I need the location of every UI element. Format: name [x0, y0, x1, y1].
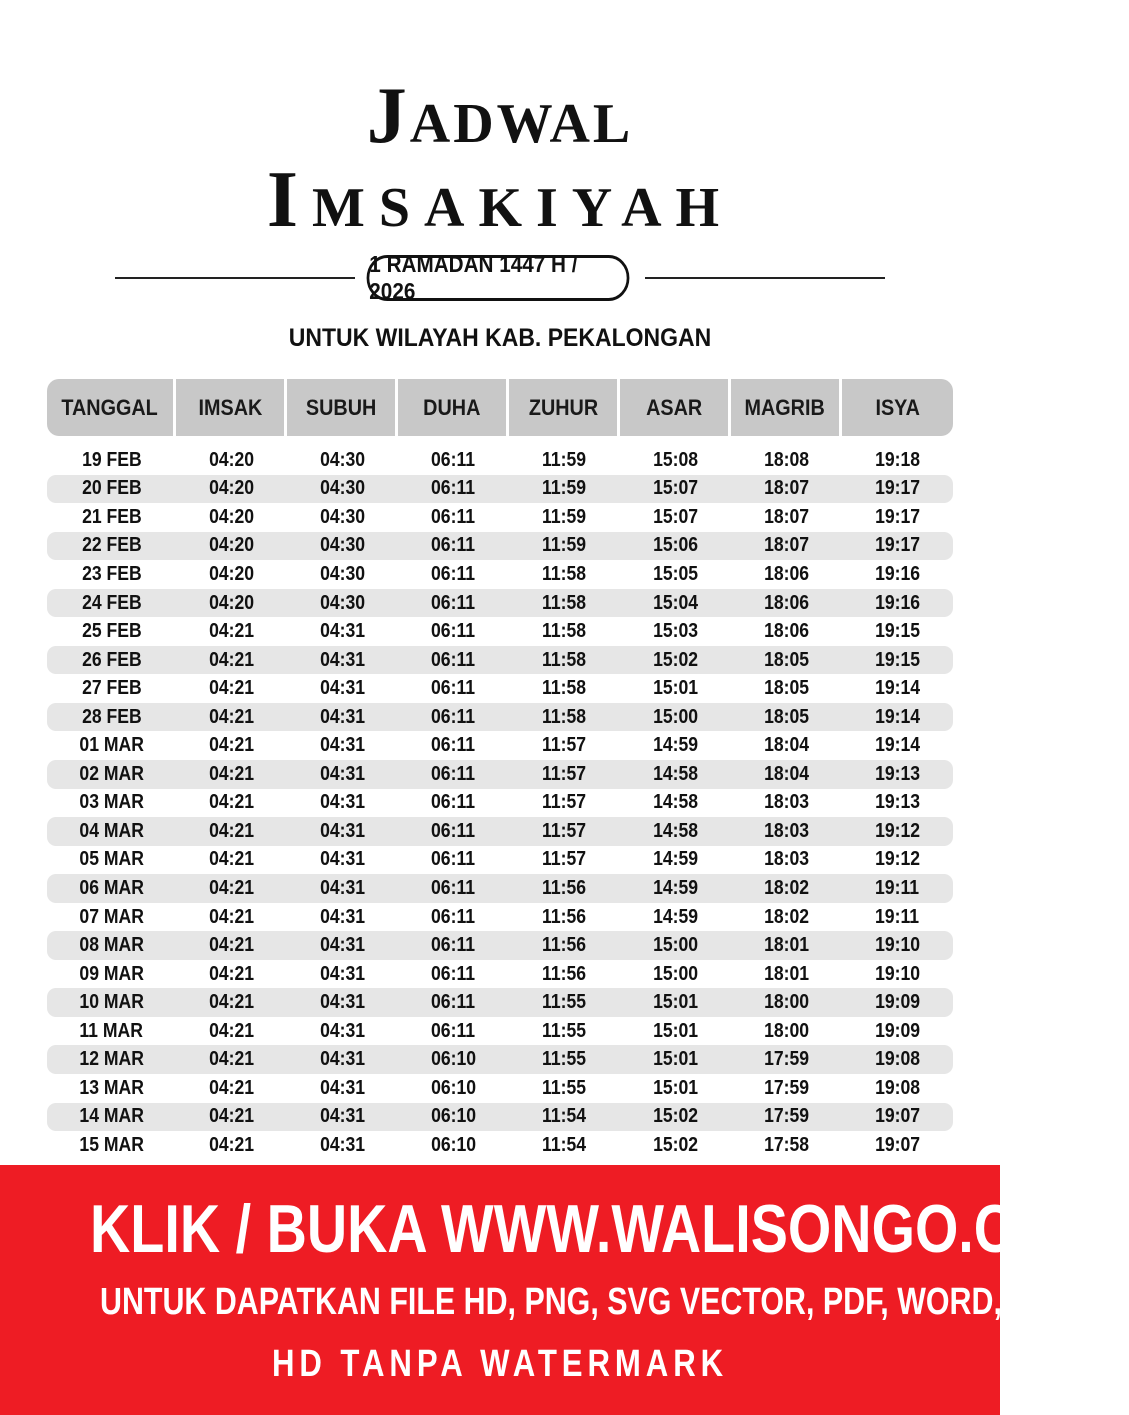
table-row	[47, 760, 953, 789]
table-row	[47, 560, 953, 589]
table-cell-duha: 06:11	[431, 762, 476, 785]
banner-subline: UNTUK DAPATKAN FILE HD, PNG, SVG VECTOR, PDF, WORD, EXCEL	[100, 1281, 1112, 1323]
table-cell-subuh: 04:31	[319, 1133, 366, 1156]
table-cell-subuh: 04:31	[319, 1076, 366, 1099]
table-cell-isya: 19:07	[874, 1133, 921, 1156]
table-cell-isya: 19:14	[874, 677, 921, 700]
table-cell-zuhur: 11:56	[542, 876, 587, 899]
header-asar: ASAR	[620, 379, 728, 436]
table-cell-duha: 06:11	[431, 534, 476, 557]
table-cell-imsak: 04:21	[208, 991, 255, 1014]
table-row	[47, 931, 953, 960]
table-cell-asar: 15:02	[652, 1133, 699, 1156]
table-header	[47, 379, 953, 436]
table-cell-asar: 15:07	[652, 505, 699, 528]
ramadan-year-label: 1 RAMADAN 1447 H / 2026	[369, 251, 578, 304]
table-cell-isya: 19:15	[874, 648, 921, 671]
table-cell-magrib: 17:59	[763, 1076, 810, 1099]
table-cell-asar: 14:59	[652, 734, 699, 757]
table-cell-duha: 06:10	[430, 1133, 477, 1156]
header-magrib: MAGRIB	[731, 379, 839, 436]
table-cell-magrib: 18:06	[763, 620, 810, 643]
table-cell-duha: 06:11	[431, 848, 476, 871]
region-label: UNTUK WILAYAH KAB. PEKALONGAN	[288, 324, 712, 352]
table-cell-tanggal: 13 MAR	[79, 1076, 144, 1099]
header-zuhur: ZUHUR	[509, 379, 617, 436]
table-cell-imsak: 04:21	[208, 791, 255, 814]
table-cell-isya: 19:09	[874, 991, 921, 1014]
table-cell-imsak: 04:20	[208, 534, 255, 557]
table-cell-imsak: 04:20	[208, 562, 255, 585]
table-cell-asar: 14:59	[652, 876, 699, 899]
table-cell-zuhur: 11:56	[542, 962, 587, 985]
table-cell-isya: 19:18	[874, 448, 921, 471]
table-cell-zuhur: 11:58	[542, 705, 587, 728]
banner-headline[interactable]: KLIK / BUKA WWW.WALISONGO.CO.ID	[90, 1191, 1129, 1267]
table-cell-duha: 06:11	[431, 962, 476, 985]
table-cell-imsak: 04:21	[208, 677, 255, 700]
table-row	[47, 674, 953, 703]
table-cell-zuhur: 11:56	[542, 934, 587, 957]
table-cell-zuhur: 11:59	[542, 448, 587, 471]
table-cell-zuhur: 11:54	[542, 1133, 587, 1156]
table-row	[47, 475, 953, 504]
table-cell-tanggal: 15 MAR	[79, 1133, 144, 1156]
table-cell-tanggal: 08 MAR	[79, 934, 144, 957]
table-cell-tanggal: 02 MAR	[79, 762, 144, 785]
table-cell-tanggal: 27 FEB	[81, 677, 142, 700]
table-cell-magrib: 18:02	[763, 876, 810, 899]
table-cell-isya: 19:07	[874, 1105, 921, 1128]
table-cell-duha: 06:11	[431, 505, 476, 528]
table-cell-subuh: 04:31	[319, 934, 366, 957]
table-cell-imsak: 04:21	[208, 762, 255, 785]
table-cell-asar: 15:01	[652, 1019, 699, 1042]
table-cell-duha: 06:11	[431, 819, 476, 842]
table-cell-duha: 06:11	[431, 562, 476, 585]
table-cell-asar: 15:00	[652, 962, 699, 985]
table-cell-zuhur: 11:55	[542, 1076, 587, 1099]
table-cell-imsak: 04:21	[208, 848, 255, 871]
table-cell-tanggal: 25 FEB	[81, 620, 142, 643]
table-row	[47, 903, 953, 932]
table-cell-isya: 19:08	[874, 1076, 921, 1099]
table-cell-asar: 14:58	[652, 819, 699, 842]
table-cell-tanggal: 05 MAR	[79, 848, 144, 871]
table-cell-tanggal: 21 FEB	[81, 505, 142, 528]
table-cell-imsak: 04:20	[208, 448, 255, 471]
table-cell-duha: 06:11	[431, 591, 476, 614]
table-cell-imsak: 04:20	[208, 591, 255, 614]
table-cell-isya: 19:14	[874, 705, 921, 728]
table-cell-isya: 19:12	[874, 819, 921, 842]
table-cell-tanggal: 11 MAR	[79, 1019, 144, 1042]
table-cell-magrib: 18:08	[763, 448, 810, 471]
table-cell-imsak: 04:20	[208, 477, 255, 500]
table-cell-magrib: 18:00	[763, 991, 810, 1014]
table-cell-asar: 15:08	[652, 448, 699, 471]
table-cell-magrib: 18:01	[763, 962, 810, 985]
table-cell-subuh: 04:31	[319, 677, 366, 700]
header-isya: ISYA	[842, 379, 953, 436]
table-cell-isya: 19:16	[874, 591, 921, 614]
table-cell-tanggal: 12 MAR	[79, 1048, 144, 1071]
table-cell-asar: 15:02	[652, 1105, 699, 1128]
table-row	[47, 1074, 953, 1103]
table-cell-subuh: 04:31	[319, 848, 366, 871]
table-cell-isya: 19:16	[874, 562, 921, 585]
promo-banner	[0, 1165, 1129, 1415]
table-cell-duha: 06:11	[431, 791, 476, 814]
table-cell-magrib: 18:05	[763, 677, 810, 700]
table-cell-tanggal: 07 MAR	[79, 905, 144, 928]
table-cell-asar: 15:05	[652, 562, 699, 585]
table-row	[47, 503, 953, 532]
table-row	[47, 731, 953, 760]
table-cell-asar: 15:01	[652, 991, 699, 1014]
table-cell-tanggal: 06 MAR	[79, 876, 144, 899]
table-cell-subuh: 04:30	[319, 477, 366, 500]
table-cell-isya: 19:11	[875, 876, 920, 899]
table-cell-zuhur: 11:58	[542, 591, 587, 614]
table-cell-asar: 15:04	[652, 591, 699, 614]
table-row	[47, 1045, 953, 1074]
table-cell-magrib: 18:02	[763, 905, 810, 928]
header-duha: DUHA	[398, 379, 506, 436]
divider-right	[645, 277, 885, 279]
table-row	[47, 617, 953, 646]
table-cell-magrib: 18:05	[763, 705, 810, 728]
table-cell-magrib: 18:05	[763, 648, 810, 671]
table-cell-subuh: 04:31	[319, 1019, 366, 1042]
table-cell-isya: 19:13	[874, 791, 921, 814]
table-row	[47, 789, 953, 818]
table-cell-asar: 15:01	[652, 1048, 699, 1071]
table-cell-magrib: 18:07	[763, 505, 810, 528]
table-cell-zuhur: 11:58	[542, 648, 587, 671]
table-cell-asar: 15:00	[652, 934, 699, 957]
table-cell-duha: 06:10	[430, 1076, 477, 1099]
ramadan-year-badge	[367, 251, 630, 304]
table-cell-tanggal: 14 MAR	[79, 1105, 144, 1128]
table-cell-tanggal: 04 MAR	[79, 819, 144, 842]
table-cell-zuhur: 11:54	[542, 1105, 587, 1128]
table-cell-isya: 19:10	[874, 934, 921, 957]
table-cell-asar: 15:06	[652, 534, 699, 557]
table-cell-isya: 19:13	[874, 762, 921, 785]
table-cell-duha: 06:11	[431, 991, 476, 1014]
table-cell-duha: 06:11	[431, 448, 476, 471]
table-cell-subuh: 04:31	[319, 705, 366, 728]
table-cell-tanggal: 24 FEB	[81, 591, 142, 614]
divider-left	[115, 277, 355, 279]
header-tanggal: TANGGAL	[47, 379, 173, 436]
table-cell-isya: 19:15	[874, 620, 921, 643]
table-cell-duha: 06:10	[430, 1105, 477, 1128]
table-row	[47, 446, 953, 475]
table-cell-subuh: 04:31	[319, 1048, 366, 1071]
table-row	[47, 960, 953, 989]
table-cell-tanggal: 26 FEB	[81, 648, 142, 671]
table-cell-magrib: 18:03	[763, 819, 810, 842]
table-cell-asar: 14:59	[652, 905, 699, 928]
table-cell-subuh: 04:31	[319, 991, 366, 1014]
page-title-line-2: Imsakiyah	[266, 156, 734, 244]
schedule-table-body	[47, 446, 953, 1160]
table-cell-asar: 15:02	[652, 648, 699, 671]
table-cell-subuh: 04:31	[319, 819, 366, 842]
table-cell-magrib: 18:07	[763, 534, 810, 557]
table-cell-tanggal: 09 MAR	[79, 962, 144, 985]
table-cell-imsak: 04:21	[208, 705, 255, 728]
table-cell-imsak: 04:20	[208, 505, 255, 528]
table-row	[47, 988, 953, 1017]
table-cell-imsak: 04:21	[208, 1133, 255, 1156]
table-cell-subuh: 04:31	[319, 734, 366, 757]
table-cell-subuh: 04:30	[319, 534, 366, 557]
table-row	[47, 589, 953, 618]
table-row	[47, 874, 953, 903]
table-cell-imsak: 04:21	[208, 962, 255, 985]
table-cell-subuh: 04:31	[319, 791, 366, 814]
table-cell-tanggal: 01 MAR	[79, 734, 144, 757]
table-cell-imsak: 04:21	[208, 1048, 255, 1071]
table-cell-subuh: 04:31	[319, 648, 366, 671]
table-cell-imsak: 04:21	[208, 819, 255, 842]
table-cell-isya: 19:14	[874, 734, 921, 757]
table-cell-isya: 19:17	[874, 477, 921, 500]
table-cell-magrib: 17:59	[763, 1048, 810, 1071]
table-cell-asar: 15:03	[652, 620, 699, 643]
table-cell-duha: 06:11	[431, 934, 476, 957]
table-cell-tanggal: 22 FEB	[81, 534, 142, 557]
table-cell-imsak: 04:21	[208, 1019, 255, 1042]
table-cell-zuhur: 11:57	[542, 762, 587, 785]
table-cell-isya: 19:17	[874, 505, 921, 528]
table-cell-zuhur: 11:57	[542, 848, 587, 871]
table-cell-zuhur: 11:58	[542, 677, 587, 700]
table-cell-magrib: 18:01	[763, 934, 810, 957]
table-cell-magrib: 18:03	[763, 791, 810, 814]
table-cell-magrib: 18:04	[763, 762, 810, 785]
table-cell-imsak: 04:21	[208, 620, 255, 643]
table-cell-magrib: 18:06	[763, 591, 810, 614]
table-cell-subuh: 04:30	[319, 448, 366, 471]
table-row	[47, 1017, 953, 1046]
table-cell-duha: 06:11	[431, 477, 476, 500]
table-cell-duha: 06:11	[431, 648, 476, 671]
table-cell-magrib: 18:00	[763, 1019, 810, 1042]
table-cell-zuhur: 11:58	[542, 562, 587, 585]
table-cell-magrib: 18:06	[763, 562, 810, 585]
table-cell-isya: 19:10	[874, 962, 921, 985]
table-cell-zuhur: 11:59	[542, 505, 587, 528]
table-cell-subuh: 04:31	[319, 962, 366, 985]
table-row	[47, 1131, 953, 1160]
table-cell-magrib: 18:04	[763, 734, 810, 757]
table-cell-tanggal: 23 FEB	[81, 562, 142, 585]
table-cell-zuhur: 11:57	[542, 734, 587, 757]
table-cell-asar: 14:59	[652, 848, 699, 871]
table-cell-subuh: 04:31	[319, 620, 366, 643]
table-cell-subuh: 04:31	[319, 876, 366, 899]
table-cell-isya: 19:08	[874, 1048, 921, 1071]
table-cell-magrib: 17:59	[763, 1105, 810, 1128]
table-row	[47, 532, 953, 561]
table-cell-subuh: 04:31	[319, 905, 366, 928]
table-cell-tanggal: 19 FEB	[81, 448, 142, 471]
table-cell-subuh: 04:31	[319, 1105, 366, 1128]
table-cell-imsak: 04:21	[208, 934, 255, 957]
table-cell-zuhur: 11:57	[542, 791, 587, 814]
table-cell-imsak: 04:21	[208, 1076, 255, 1099]
table-cell-duha: 06:11	[431, 734, 476, 757]
header-imsak: IMSAK	[176, 379, 284, 436]
table-cell-isya: 19:11	[875, 905, 920, 928]
table-cell-isya: 19:12	[874, 848, 921, 871]
table-cell-asar: 14:58	[652, 762, 699, 785]
table-row	[47, 703, 953, 732]
table-cell-duha: 06:11	[431, 905, 476, 928]
table-cell-asar: 15:01	[652, 677, 699, 700]
table-cell-tanggal: 03 MAR	[79, 791, 144, 814]
table-cell-subuh: 04:30	[319, 562, 366, 585]
table-cell-zuhur: 11:57	[542, 819, 587, 842]
table-cell-zuhur: 11:58	[542, 620, 587, 643]
header-subuh: SUBUH	[287, 379, 395, 436]
table-cell-tanggal: 20 FEB	[81, 477, 142, 500]
table-row	[47, 846, 953, 875]
table-cell-duha: 06:11	[431, 1019, 476, 1042]
table-cell-zuhur: 11:55	[542, 1019, 587, 1042]
table-cell-zuhur: 11:55	[542, 1048, 587, 1071]
table-cell-isya: 19:09	[874, 1019, 921, 1042]
table-cell-imsak: 04:21	[208, 648, 255, 671]
table-row	[47, 1103, 953, 1132]
table-cell-zuhur: 11:59	[542, 477, 587, 500]
table-cell-imsak: 04:21	[208, 905, 255, 928]
table-cell-imsak: 04:21	[208, 734, 255, 757]
table-cell-duha: 06:11	[431, 876, 476, 899]
table-row	[47, 646, 953, 675]
page-title-line-1: Jadwal	[366, 72, 634, 160]
table-cell-imsak: 04:21	[208, 876, 255, 899]
table-cell-duha: 06:11	[431, 620, 476, 643]
table-row	[47, 817, 953, 846]
table-cell-duha: 06:10	[430, 1048, 477, 1071]
table-cell-asar: 15:01	[652, 1076, 699, 1099]
table-cell-asar: 15:07	[652, 477, 699, 500]
table-cell-magrib: 18:07	[763, 477, 810, 500]
table-cell-zuhur: 11:56	[542, 905, 587, 928]
table-cell-duha: 06:11	[431, 705, 476, 728]
table-cell-tanggal: 28 FEB	[81, 705, 142, 728]
table-cell-zuhur: 11:59	[542, 534, 587, 557]
table-cell-zuhur: 11:55	[542, 991, 587, 1014]
table-cell-subuh: 04:31	[319, 762, 366, 785]
table-cell-subuh: 04:30	[319, 505, 366, 528]
table-cell-magrib: 17:58	[763, 1133, 810, 1156]
table-cell-magrib: 18:03	[763, 848, 810, 871]
table-cell-imsak: 04:21	[208, 1105, 255, 1128]
table-cell-subuh: 04:30	[319, 591, 366, 614]
table-cell-isya: 19:17	[874, 534, 921, 557]
table-cell-duha: 06:11	[431, 677, 476, 700]
table-cell-asar: 14:58	[652, 791, 699, 814]
banner-footnote: HD TANPA WATERMARK	[271, 1343, 729, 1385]
table-cell-tanggal: 10 MAR	[79, 991, 144, 1014]
table-cell-asar: 15:00	[652, 705, 699, 728]
